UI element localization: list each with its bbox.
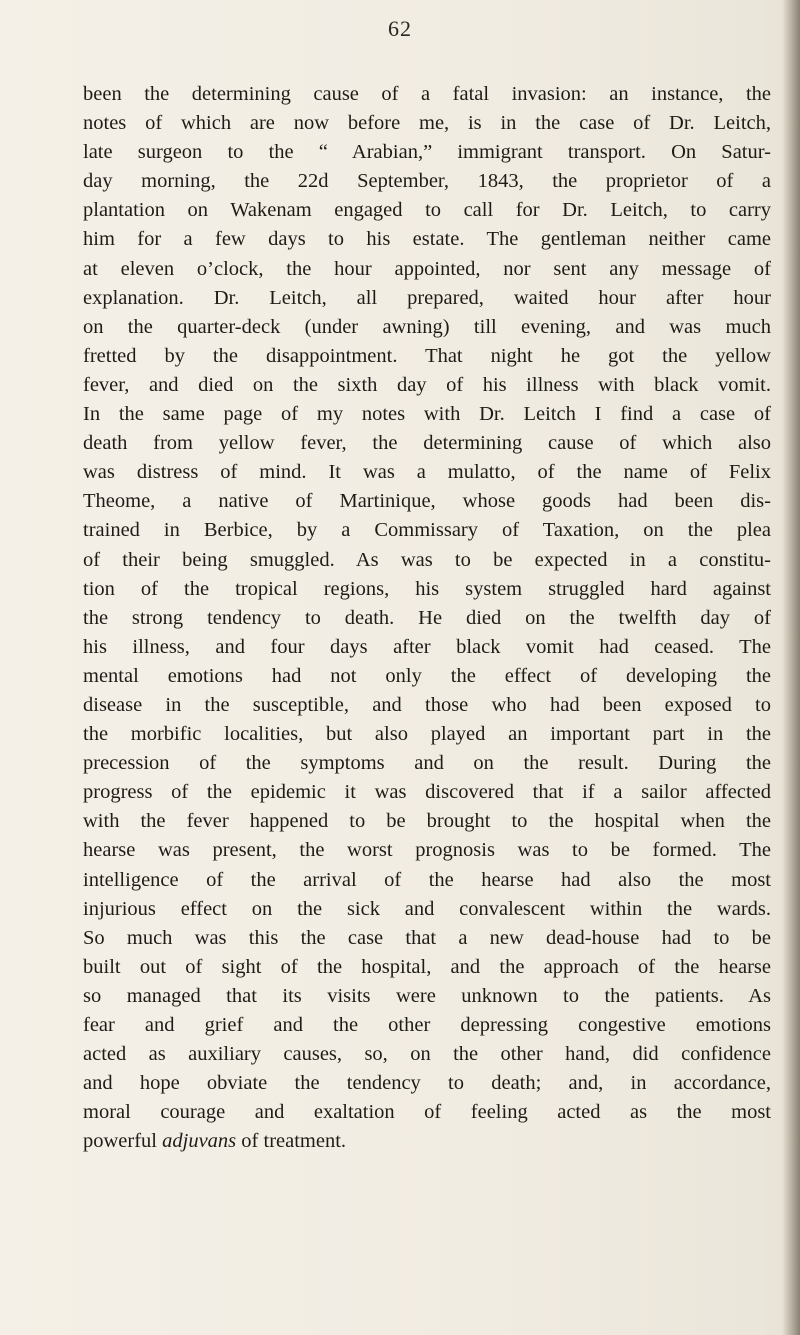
text-line: death from yellow fever, the determining cause of which also — [83, 432, 771, 455]
page-edge-shadow — [782, 0, 800, 1335]
text-line: progress of the epidemic it was discovered that if a sailor affected — [83, 781, 771, 804]
text-line: fever, and died on the sixth day of his illness with black vomit. — [83, 373, 771, 396]
text-line: at eleven o’clock, the hour appointed, nor sent any message of — [83, 257, 771, 280]
text-line: was distress of mind. It was a mulatto, of the name of Felix — [83, 461, 771, 484]
text-line: mental emotions had not only the effect of developing the — [83, 664, 771, 687]
text-line: and hope obviate the tendency to death; and, in accordance, — [83, 1072, 771, 1095]
text-line: so managed that its visits were unknown to the patients. As — [83, 984, 771, 1007]
text-line: his illness, and four days after black vomit had ceased. The — [83, 635, 771, 658]
text-line: injurious effect on the sick and convalescent within the wards. — [83, 897, 771, 920]
text-line: moral courage and exaltation of feeling acted as the most — [83, 1101, 771, 1124]
page-number: 62 — [388, 16, 412, 41]
text-line: disease in the susceptible, and those who had been exposed to — [83, 693, 771, 716]
text-line: intelligence of the arrival of the hearse had also the most — [83, 868, 771, 891]
text-line: fretted by the disappointment. That night he got the yellow — [83, 344, 771, 367]
text-line: plantation on Wakenam engaged to call for Dr. Leitch, to carry — [83, 199, 771, 222]
text-line: hearse was present, the worst prognosis was to be formed. The — [83, 839, 771, 862]
text-line: In the same page of my notes with Dr. Leitch I find a case of — [83, 403, 771, 426]
text-line: fear and grief and the other depressing congestive emotions — [83, 1014, 771, 1036]
text-line: notes of which are now before me, is in the case of Dr. Leitch, — [83, 112, 771, 135]
text-line: day morning, the 22d September, 1843, the proprietor of a — [83, 170, 771, 193]
text-line: with the fever happened to be brought to the hospital when the — [83, 810, 771, 833]
text-line: Theome, a native of Martinique, whose goods had been dis- — [83, 490, 771, 513]
last-line-start: powerful — [83, 1130, 163, 1153]
body-text — [83, 80, 771, 1156]
text-line: the morbific localities, but also played an important part in the — [83, 723, 771, 746]
text-line: precession of the symptoms and on the result. During the — [83, 752, 771, 775]
text-line: been the determining cause of a fatal invasion: an instance, the — [83, 83, 771, 105]
text-line: him for a few days to his estate. The gentleman neither came — [83, 228, 771, 251]
text-line-last — [83, 1127, 771, 1156]
text-line: tion of the tropical regions, his system struggled hard against — [83, 577, 771, 600]
text-line: acted as auxiliary causes, so, on the other hand, did confidence — [83, 1043, 771, 1066]
text-line: of their being smuggled. As was to be expected in a constitu- — [83, 548, 771, 571]
italic-term: adjuvans — [162, 1130, 237, 1153]
text-line: So much was this the case that a new dead-house had to be — [83, 926, 771, 949]
text-line: the strong tendency to death. He died on the twelfth day of — [83, 606, 771, 629]
text-line: trained in Berbice, by a Commissary of Taxation, on the plea — [83, 519, 771, 542]
text-line: built out of sight of the hospital, and the approach of the hearse — [83, 955, 771, 978]
text-line: explanation. Dr. Leitch, all prepared, waited hour after hour — [83, 286, 771, 309]
text-line: on the quarter-deck (under awning) till evening, and was much — [83, 315, 771, 338]
text-line: late surgeon to the “ Arabian,” immigrant transport. On Satur- — [83, 141, 771, 164]
last-line-end: of treatment. — [236, 1130, 347, 1153]
